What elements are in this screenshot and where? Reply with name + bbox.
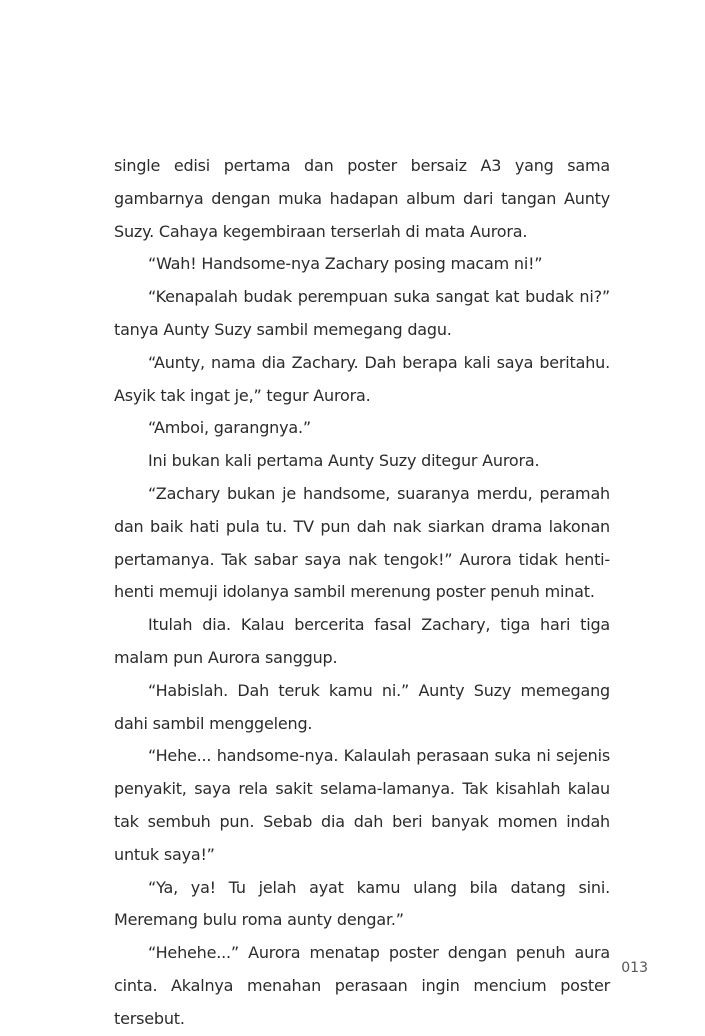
- paragraph-8: Itulah dia. Kalau bercerita fasal Zachary, tiga hari tiga malam pun Aurora sanggup.: [114, 615, 610, 667]
- paragraph-2: “Wah! Handsome-nya Zachary posing macam ni!”: [148, 254, 543, 274]
- paragraph-11: “Ya, ya! Tu jelah ayat kamu ulang bila datang sini. Meremang bulu roma aunty dengar.”: [114, 877, 610, 930]
- paragraph-5: “Amboi, garangnya.”: [148, 418, 311, 438]
- paragraph-7: “Zachary bukan je handsome, suaranya merdu, peramah dan baik hati pula tu. TV pun dah nak siarkan drama lakonan pertamanya. Tak sabar saya nak tengok!” Aurora tidak henti-henti memuji idolanya sambil merenung poster penuh minat.: [114, 483, 610, 602]
- body-text: [114, 150, 610, 1036]
- paragraph-6: Ini bukan kali pertama Aunty Suzy ditegur Aurora.: [148, 451, 540, 471]
- paragraph-1: single edisi pertama dan poster bersaiz A3 yang sama gambarnya dengan muka hadapan album dari tangan Aunty Suzy. Cahaya kegembiraan terserlah di mata Aurora.: [114, 156, 610, 241]
- paragraph-3: “Kenapalah budak perempuan suka sangat kat budak ni?” tanya Aunty Suzy sambil memegang dagu.: [114, 287, 610, 339]
- page-number: 013: [621, 960, 648, 976]
- paragraph-10: “Hehe... handsome-nya. Kalaulah perasaan suka ni sejenis penyakit, saya rela sakit selama-lamanya. Tak kisahlah kalau tak sembuh pun. Sebab dia dah beri banyak momen indah untuk saya!”: [114, 746, 610, 864]
- paragraph-12: “Hehehe...” Aurora menatap poster dengan penuh aura cinta. Akalnya menahan perasaan ingin mencium poster tersebut.: [114, 943, 610, 1028]
- paragraph-4: “Aunty, nama dia Zachary. Dah berapa kali saya beritahu. Asyik tak ingat je,” tegur Aurora.: [114, 352, 610, 405]
- paragraph-9: “Habislah. Dah teruk kamu ni.” Aunty Suzy memegang dahi sambil menggeleng.: [114, 680, 610, 733]
